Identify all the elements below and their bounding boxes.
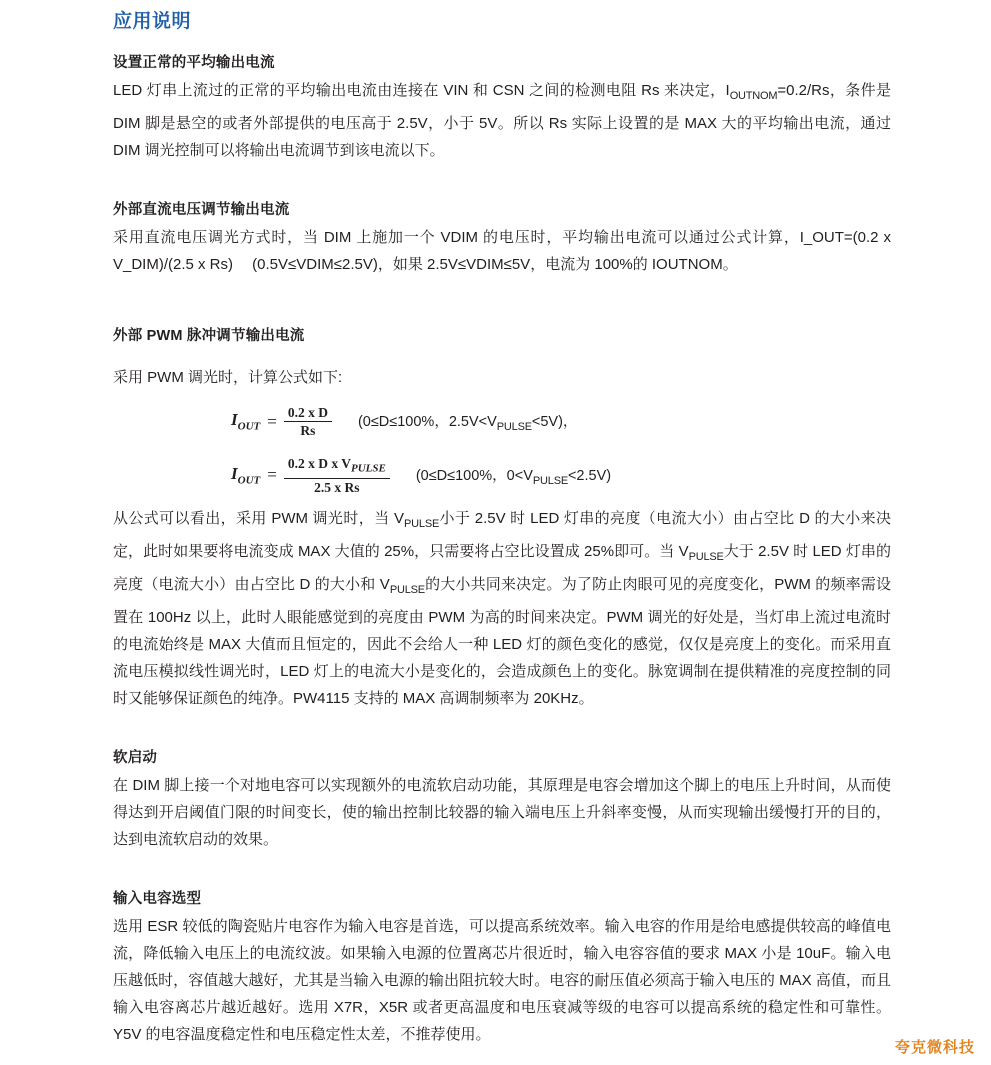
formula1-equals: = (267, 411, 277, 431)
section-block-input-capacitor (113, 887, 891, 1048)
symbol-i-subscript: OUTNOM (729, 90, 778, 102)
pwm-sub-2: PULSE (688, 550, 724, 563)
document-page (0, 6, 991, 1065)
section-block-dc-voltage-dimming (113, 198, 891, 278)
pwm-lead-text: 采用 PWM 调光时，计算公式如下: (113, 369, 343, 386)
block-heading: 外部直流电压调节输出电流 (113, 202, 290, 218)
formula2-equals: = (267, 465, 277, 485)
formula1-denominator: Rs (284, 421, 332, 438)
block-heading: 软启动 (113, 749, 158, 766)
paragraph-part-1: LED 灯串上流过的正常的平均输出电流由连接在 VIN 和 CSN 之间的检测电阻 Rs 来决定， (113, 82, 726, 99)
pwm-text-3: 大于 2.5V 时 LED 灯串的亮度（电流大小）由占空比 D 的大小和 V (113, 542, 891, 593)
formula1-lhs: $I_{OUT}$ (231, 410, 261, 433)
block-heading: 外部 PWM 脉冲调节输出电流 (113, 328, 305, 344)
block-paragraph: 选用 ESR 较低的陶瓷贴片电容作为输入电容是首选，可以提高系统效率。输入电容的作用是给电感提供较高的峰值电流，降低输入电压上的电流纹波。如果输入电源的位置离芯片很近时，输入电容容值的要求 MAX 小是 10uF。输入电压越低时，容值越大越好，尤其是当输入电源的输出阻抗较大时。电容的耐压值必须高于输入电压的 MAX 高值，而且输入电容离芯片越近越好。选用 X7R，X5R 或者更高温度和电压衰减等级的电容可以提高系统的稳定性和可靠性。Y5V 的电容温度稳定性和电压稳定性太差，不推荐使用。 (113, 917, 891, 1043)
formula1-numerator: 0.2 x D (287, 405, 328, 420)
pwm-text-4: 的大小共同来决定。为了防止肉眼可见的亮度变化，PWM 的频率需设置在 100Hz 以上，此时人眼能感觉到的亮度由 PWM 为高的时间来决定。PWM 调光的好处是，当灯串上流过电流时的电流始终是 MAX 大值而且恒定的，因此不会给人一种 LED 灯的颜色变化的感觉，仅仅是亮度上的变化。而采用直流电压模拟线性调光时，LED 灯上的电流大小是变化的，会造成颜色上的变化。脉宽调制在提供精准的亮度控制的同时又能够保证颜色的纯净。PW4115 支持的 MAX 高调制频率为 20KHz。 (113, 575, 891, 707)
paragraph-part-2: =0.2/Rs，条件是 DIM 脚是悬空的或者外部提供的电压高于 2.5V，小于 5V。所以 Rs 实际上设置的是 MAX 大的平均输出电流，通过 DIM 调光控制可以将输出电流调节到该电流以下。 (113, 82, 891, 159)
formula2-fraction (284, 456, 390, 495)
section-block-soft-start (113, 746, 891, 853)
section-title: 应用说明 (113, 11, 192, 32)
section-block-pwm-dimming (113, 324, 891, 712)
formula2-denominator: 2.5 x Rs (284, 478, 390, 495)
formula2-condition: (0≤D≤100%，$0<V_{PULSE}<2.5V$) (415, 467, 612, 487)
pwm-sub-3: PULSE (389, 583, 425, 596)
block-heading: 输入电容选型 (113, 890, 202, 907)
formula1-fraction (284, 405, 332, 438)
formula-iout-pwm-1 (113, 405, 891, 438)
formula2-lhs: $I_{OUT}$ (231, 464, 261, 487)
block-heading: 设置正常的平均输出电流 (113, 55, 275, 71)
block-paragraph (113, 77, 891, 164)
block-paragraph: 在 DIM 脚上接一个对地电容可以实现额外的电流软启动功能，其原理是电容会增加这个脚上的电压上升时间，从而使得达到开启阈值门限的时间变长，使的输出控制比较器的输入端电压上升斜率变慢，从而实现输出缓慢打开的目的，达到电流软启动的效果。 (113, 776, 891, 848)
pwm-sub-1: PULSE (404, 517, 440, 530)
pwm-explanation-paragraph (113, 505, 891, 712)
section-block-output-current (113, 51, 891, 164)
block-paragraph: 采用直流电压调光方式时，当 DIM 上施加一个 VDIM 的电压时，平均输出电流可以通过公式计算，I_OUT=(0.2 x V_DIM)/(2.5 x Rs) (0.5V≤VDIM≤2.5V)，如果 2.5V≤VDIM≤5V，电流为 100%的 IOUTNOM。 (113, 229, 891, 273)
formula2-numerator: 0.2 x D x $V_{PULSE}$ (287, 456, 386, 475)
watermark-logo: 夸克微科技 (894, 1039, 975, 1056)
symbol-i: I (725, 82, 730, 99)
pwm-text-2: 小于 2.5V 时 LED 灯串的亮度（电流大小）由占空比 D 的大小来决定，此时如果要将电流变成 MAX 大值的 25%，只需要将占空比设置成 25%即可。当 V (113, 509, 891, 560)
formula-iout-pwm-2 (113, 456, 891, 495)
formula1-condition: (0≤D≤100%，$2.5V<V_{PULSE}<5V$)， (357, 414, 578, 433)
pwm-text-1: 从公式可以看出，采用 PWM 调光时，当 V (113, 509, 405, 527)
